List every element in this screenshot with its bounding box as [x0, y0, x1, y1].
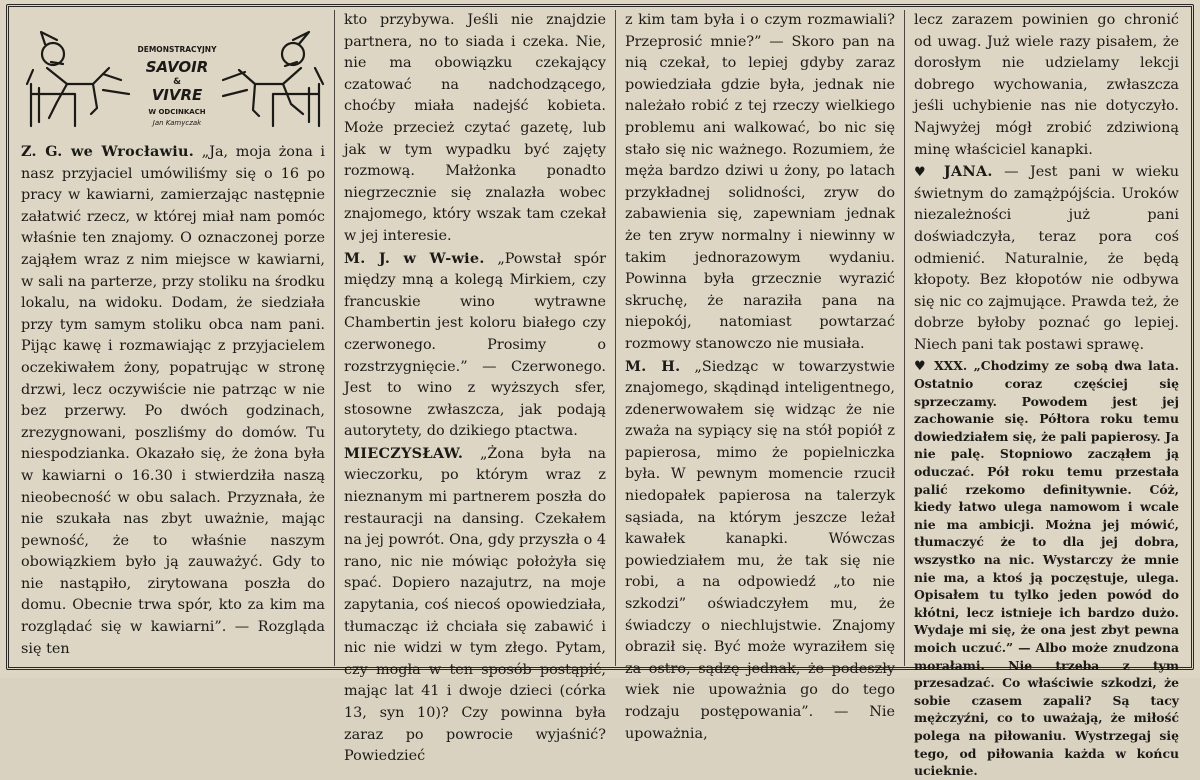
- header-illustration: [17, 10, 329, 135]
- reply-zg-continued: kto przybywa. Jeśli nie znajdzie partnera, no to siada i czeka. Nie, nie ma obowiązku czekający czatować na nadchodzącego, choćby miała nadejść kobieta. Może przecież czytać gazetę, lub jak w tym wypadku być zajęty rozmową. Małżonka ponadto niegrzecznie się znalazła wobec znajomego, który wszak tam czekał w jej interesie.: [344, 12, 606, 244]
- heart-icon: ♥: [914, 358, 928, 374]
- column-1: [12, 10, 334, 666]
- right-figure-drawing: [223, 32, 323, 126]
- left-figure-drawing: [27, 32, 129, 126]
- caption-line-5: W ODCINKACH: [148, 108, 206, 116]
- heart-icon: ♥: [914, 165, 933, 181]
- column-3: [615, 10, 904, 742]
- caption-line-6: Jan Kamyczak: [152, 119, 202, 127]
- letter-mieczyslaw-signature: MIECZYSŁAW.: [344, 444, 464, 462]
- letter-mh-signature: M. H.: [625, 357, 681, 375]
- caption-line-1: DEMONSTRACYJNY: [137, 45, 217, 54]
- letter-zg: [21, 141, 325, 660]
- letter-mh-body: „Siedząc w towarzystwie znajomego, skądinąd inteligentnego, zdenerwowałem się widząc że nie zważa na sypiący się na stół popiół z papierosa, mimo że popielniczka była. W pewnym momencie rzucił niedopałek papierosa na talerzyk sąsiada, na którym jeszcze leżał kawałek kanapki. Wówczas powiedziałem mu, że tak się nie robi, a na odpowiedź „to nie szkodzi” oświadczyłem mu, że świadczy o niechlujstwie. Znajomy obraził się. Być może wyraziłem się za ostro, sądzę jednak, że podeszły wiek nie upoważnia go do tego rodzaju postępowania”. — Nie upoważnia,: [625, 358, 896, 742]
- letter-mh: [625, 356, 895, 746]
- letter-zg-signature: Z. G. we Wrocławiu.: [21, 143, 195, 160]
- letter-mj: [344, 248, 606, 443]
- letter-xxx-body: „Chodzimy ze sobą dwa lata. Ostatnio coraz częściej się sprzeczamy. Powodem jest jej zachowanie się. Półtora roku temu dowiedziałem się, że pali papierosy. Ja nie palę. Stopniowo zacząłem ją oduczać. Pół roku temu przestała palić rzekomo definitywnie. Cóż, kiedy łatwo ulega namowom i wcale nie ma ambicji. Można jej mówić, tłumaczyć że to dla jej dobra, wszystko na nic. Wystarczy że mnie nie ma, a ktoś ją poczęstuje, ulega. Opisałem tu tylko jeden powód do kłótni, lecz istnieje ich bardzo dużo. Wydaje mi się, że ona jest zbyt pewna moich uczuć.” — Albo może znudzona morałami. Nie trzeba z tym przesadzać. Co właściwie szkodzi, że sobie czasem zapali? Są tacy mężczyźni, co to uważają, że miłość polega na piłowaniu. Wystrzegaj się tego, od piłowania każda w końcu ucieknie.: [914, 357, 1179, 779]
- letter-jana: [914, 161, 1179, 356]
- letter-xxx-signature: XXX.: [934, 357, 968, 373]
- letter-mj-body: „Powstał spór między mną a kolegą Mirkiem, czy francuskie wino wytrawne Chambertin jest koloru białego czy czerwonego. Prosimy o rozstrzygnięcie.” — Czerwonego. Jest to wino z wyższych sfer, stosowne zwłaszcza, jak podają autorytety, do dzikiego ptactwa.: [344, 250, 606, 440]
- caption-line-3: &: [173, 77, 181, 87]
- illustration-caption: [138, 45, 218, 127]
- reply-mh-continued: lecz zarazem powinien go chronić od uwag. Już wiele razy pisałem, że dorosłym nie udzielamy lekcji dobrego wychowania, zwłaszcza jeśli uchybienie nas nie dotyczyło. Najwyżej mógł zrobić zdziwioną minę właściciel kanapki.: [914, 12, 1179, 158]
- letter-mj-signature: M. J. w W-wie.: [344, 249, 485, 267]
- savoir-vivre-illustration: [17, 10, 333, 135]
- column-4: [904, 10, 1188, 779]
- columns: [12, 10, 1188, 779]
- reply-mieczyslaw-continued: z kim tam była i o czym rozmawiali? Przeprosić mnie?” — Skoro pan na nią czekał, to lepiej gdyby zaraz powiedziała gdzie była, jednak nie należało robić z tej rzeczy wielkiego problemu ani walkować, bo nic się stało się nic ważnego. Rozumiem, że męża bardzo dziwi u żony, po latach przykładnej solidności, zryw do zabawienia się, zapewniam jednak że ten zryw normalny i niewinny w takim jednorazowym wydaniu. Powinna była grzecznie wyrazić skruchę, że naraziła pana na niepokój, natomiast powtarzać rozmowy stanowczo nie musiała.: [625, 12, 895, 352]
- column-2: [334, 10, 615, 765]
- letter-jana-body: — Jest pani w wieku świetnym do zamążpójścia. Uroków niezależności już pani doświadczyła, teraz pora coś odmienić. Naturalnie, że będą kłopoty. Bez kłopotów nie odbywa się nic co zajmujące. Prawda też, że dobrze byłoby poznać go lepiej. Niech pani tak postawi sprawę.: [914, 164, 1180, 353]
- caption-line-4: VIVRE: [151, 86, 203, 104]
- letter-mieczyslaw: [344, 443, 606, 768]
- letter-zg-body: „Ja, moja żona i nasz przyjaciel umówiliśmy się o 16 po pracy w kawiarni, zamierzając następnie załatwić rzecz, w której miał nam pomóc właśnie ten znajomy. O oznaczonej porze zająłem wraz z nim miejsce w kawiarni, w sali na parterze, przy stoliku na środku lokalu, na widoku. Dodam, że siedziała przy tym samym stoliku obca nam pani. Pijąc kawę i rozmawiając z przyjacielem oczekiwałem żony, popatrując w stronę drzwi, lecz oczywiście nie patrząc w nie bez przerwy. Po dwóch godzinach, zrezygnowani, poszliśmy do domów. Tu niespodzianka. Okazało się, że żona była w kawiarni o 16.30 i stwierdziła naszą nieobecność w obu salach. Przyznała, że nie szukała nas zbyt uważnie, mając pewność, że to właśnie naszym obowiązkiem było ją zauważyć. Gdy to nie nastąpiło, zirytowana poszła do domu. Obecnie trwa spór, kto za kim ma rozglądać się w kawiarni”. — Rozgląda się ten: [21, 144, 326, 657]
- letter-xxx: [914, 357, 1179, 780]
- letter-mieczyslaw-body: „Żona była na wieczorku, po którym wraz z nieznanym mi partnerem poszła do restauracji na dansing. Czekałem na jej powrót. Ona, gdy przyszła o 4 rano, nic nie mówiąc położyła się spać. Dopiero nazajutrz, na moje zapytania, coś niecoś opowiedziała, tłumacząc iż chciała się zabawić i nic nie widzi w tym złego. Pytam, czy mogła w ten sposób postąpić, mając lat 41 i dwoje dzieci (córka 13, syn 10)? Czy powinna była zaraz po powrocie wyjaśnić? Powiedzieć: [344, 445, 607, 765]
- letter-jana-signature: JANA.: [943, 163, 993, 181]
- caption-line-2: SAVOIR: [145, 58, 209, 76]
